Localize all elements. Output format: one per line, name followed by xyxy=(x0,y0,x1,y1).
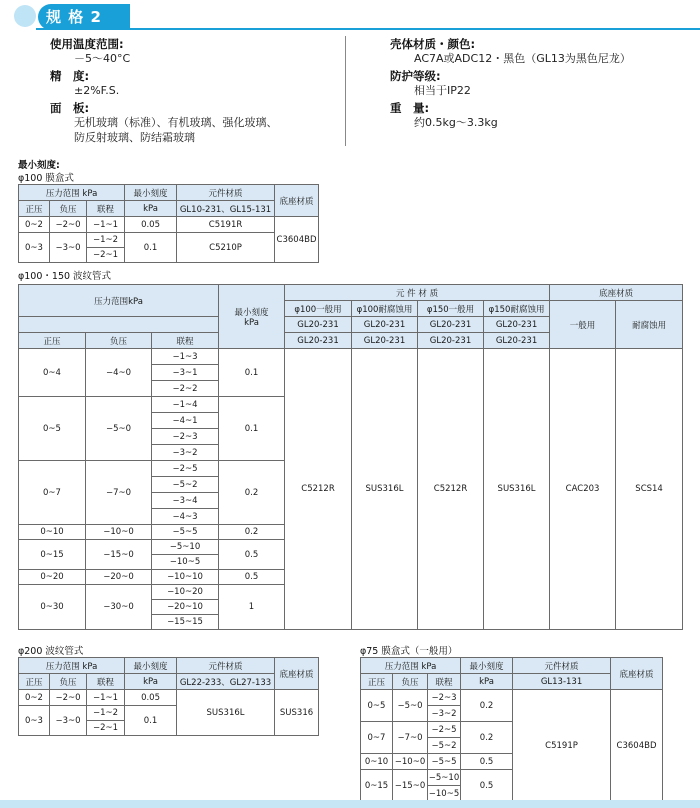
t2-r4-pos: 0~15 xyxy=(19,540,86,570)
section-title: 规 格 2 xyxy=(46,8,102,26)
t4-r2-neg: −10~0 xyxy=(393,754,428,770)
t2-elem1: C5212R xyxy=(285,349,352,630)
t3-h-neg: 负压 xyxy=(50,674,87,690)
t1-r1-elem: C5210P xyxy=(177,233,275,263)
t1-r1-pos: 0~3 xyxy=(19,233,50,263)
table-phi100-150-bellows xyxy=(18,284,683,630)
t2-r4-min: 0.5 xyxy=(219,540,285,570)
t2-r3-pos: 0~10 xyxy=(19,525,86,540)
t3-r1-comb0: −1~2 xyxy=(87,706,125,721)
t2-r6-comb1: −20~10 xyxy=(152,600,219,615)
t2-r2-min: 0.2 xyxy=(219,461,285,525)
t3-r1-min: 0.1 xyxy=(125,706,177,736)
t2-r2-comb3: −4~3 xyxy=(152,509,219,525)
t2-r1-comb2: −2~3 xyxy=(152,429,219,445)
t2-h-c3: φ150一般用 xyxy=(418,301,484,317)
t2-h-c4-a: GL20-231 xyxy=(484,317,550,333)
t2-r2-comb0: −2~5 xyxy=(152,461,219,477)
t1-h-elem-sub: GL10-231、GL15-131 xyxy=(177,201,275,217)
t3-r0-pos: 0~2 xyxy=(19,690,50,706)
t3-h-pos: 正压 xyxy=(19,674,50,690)
t4-h-neg: 负压 xyxy=(393,674,428,690)
t2-h-range-spacer xyxy=(19,317,219,333)
spec-weight-value: 约0.5kg～3.3kg xyxy=(414,116,498,129)
t2-r5-neg: −20~0 xyxy=(86,570,152,585)
header-circle-icon xyxy=(14,5,36,27)
t2-r2-pos: 0~7 xyxy=(19,461,86,525)
t1-r0-pos: 0~2 xyxy=(19,217,50,233)
t1-base: C3604BD xyxy=(275,217,319,263)
spec-panel-label: 面 板: xyxy=(50,101,90,115)
spec-panel-value-2: 防反射玻璃、防结霜玻璃 xyxy=(74,131,195,144)
t2-h-range: 压力范围kPa xyxy=(19,285,219,317)
spec-protection-label: 防护等级: xyxy=(390,69,441,83)
section-header xyxy=(0,0,700,32)
t4-r2-pos: 0~10 xyxy=(361,754,393,770)
t2-h-elem: 元 件 材 质 xyxy=(285,285,550,301)
t2-r1-comb3: −3~2 xyxy=(152,445,219,461)
t2-r3-min: 0.2 xyxy=(219,525,285,540)
t1-r1-neg: −3~0 xyxy=(50,233,87,263)
t3-h-min: 最小刻度 xyxy=(125,658,177,674)
t4-r2-min: 0.5 xyxy=(461,754,513,770)
t2-base-cor: SCS14 xyxy=(616,349,683,630)
t4-r3-comb1: −10~5 xyxy=(428,786,461,802)
t3-h-elem-sub: GL22-233、GL27-133 xyxy=(177,674,275,690)
spec-accuracy-label: 精 度: xyxy=(50,69,90,83)
t2-r4-comb1: −10~5 xyxy=(152,555,219,570)
t2-h-c2-b: GL20-231 xyxy=(352,333,418,349)
t2-h-c1-a: GL20-231 xyxy=(285,317,352,333)
t3-elem: SUS316L xyxy=(177,690,275,736)
t3-r1-comb1: −2~1 xyxy=(87,721,125,736)
t2-r1-comb1: −4~1 xyxy=(152,413,219,429)
spec-shell-label: 壳体材质・颜色: xyxy=(390,37,476,51)
t3-h-comb: 联程 xyxy=(87,674,125,690)
t4-r1-comb1: −5~2 xyxy=(428,738,461,754)
t2-r1-pos: 0~5 xyxy=(19,397,86,461)
t2-r5-pos: 0~20 xyxy=(19,570,86,585)
t1-r0-comb0: −1~1 xyxy=(87,217,125,233)
t1-r1-comb0: −1~2 xyxy=(87,233,125,248)
spec-accuracy-value: ±2%F.S. xyxy=(74,84,120,97)
t2-r3-comb0: −5~5 xyxy=(152,525,219,540)
t2-h-neg: 负压 xyxy=(86,333,152,349)
t1-h-elem: 元件材质 xyxy=(177,185,275,201)
t2-r4-comb0: −5~10 xyxy=(152,540,219,555)
t2-h-c2: φ100耐腐蚀用 xyxy=(352,301,418,317)
t2-h-c4: φ150耐腐蚀用 xyxy=(484,301,550,317)
t4-r1-min: 0.2 xyxy=(461,722,513,754)
t2-elem3: C5212R xyxy=(418,349,484,630)
t3-r0-min: 0.05 xyxy=(125,690,177,706)
t1-h-min-unit: kPa xyxy=(125,201,177,217)
t2-r4-neg: −15~0 xyxy=(86,540,152,570)
t2-elem4: SUS316L xyxy=(484,349,550,630)
t2-r2-comb2: −3~4 xyxy=(152,493,219,509)
table3-caption: φ200 波纹管式 xyxy=(18,646,84,657)
t2-r5-min: 0.5 xyxy=(219,570,285,585)
t2-h-c4-b: GL20-231 xyxy=(484,333,550,349)
t4-r0-min: 0.2 xyxy=(461,690,513,722)
t1-r1-comb1: −2~1 xyxy=(87,248,125,263)
t4-h-comb: 联程 xyxy=(428,674,461,690)
t2-h-pos: 正压 xyxy=(19,333,86,349)
table1-caption: φ100 膜盒式 xyxy=(18,173,74,184)
t2-r6-pos: 0~30 xyxy=(19,585,86,630)
t3-h-base: 底座材质 xyxy=(275,658,319,690)
t1-r0-elem: C5191R xyxy=(177,217,275,233)
t4-r0-comb0: −2~3 xyxy=(428,690,461,706)
t2-h-c1-b: GL20-231 xyxy=(285,333,352,349)
t2-r6-comb0: −10~20 xyxy=(152,585,219,600)
t2-r1-comb0: −1~4 xyxy=(152,397,219,413)
t4-r3-neg: −15~0 xyxy=(393,770,428,802)
t2-r6-neg: −30~0 xyxy=(86,585,152,630)
t1-h-min: 最小刻度 xyxy=(125,185,177,201)
header-underline xyxy=(36,28,700,30)
t1-h-base: 底座材质 xyxy=(275,185,319,217)
t2-h-c3-a: GL20-231 xyxy=(418,317,484,333)
spec-divider xyxy=(345,36,346,146)
t2-r0-min: 0.1 xyxy=(219,349,285,397)
t2-elem2: SUS316L xyxy=(352,349,418,630)
t1-r0-min: 0.05 xyxy=(125,217,177,233)
t3-base: SUS316 xyxy=(275,690,319,736)
t3-r1-neg: −3~0 xyxy=(50,706,87,736)
t4-base: C3604BD xyxy=(611,690,663,802)
t2-h-c1: φ100一般用 xyxy=(285,301,352,317)
spec-weight-label: 重 量: xyxy=(390,101,430,115)
t2-r2-neg: −7~0 xyxy=(86,461,152,525)
spec-protection-value: 相当于IP22 xyxy=(414,84,471,97)
t4-r1-neg: −7~0 xyxy=(393,722,428,754)
t4-r0-comb1: −3~2 xyxy=(428,706,461,722)
t4-elem: C5191P xyxy=(513,690,611,802)
t4-r2-comb0: −5~5 xyxy=(428,754,461,770)
spec-temp-value: －5～40°C xyxy=(74,52,131,65)
t4-r0-pos: 0~5 xyxy=(361,690,393,722)
t2-h-base-gen: 一般用 xyxy=(550,301,616,349)
t4-h-base: 底座材质 xyxy=(611,658,663,690)
t2-r5-comb0: −10~10 xyxy=(152,570,219,585)
t3-r1-pos: 0~3 xyxy=(19,706,50,736)
t3-h-min-unit: kPa xyxy=(125,674,177,690)
t1-h-comb: 联程 xyxy=(87,201,125,217)
footer-band xyxy=(0,800,700,808)
t4-h-min: 最小刻度 xyxy=(461,658,513,674)
spec-temp-label: 使用温度范围: xyxy=(50,37,124,51)
t3-h-range: 压力范围 kPa xyxy=(19,658,125,674)
t4-r1-pos: 0~7 xyxy=(361,722,393,754)
t2-r1-neg: −5~0 xyxy=(86,397,152,461)
table-phi75-diaphragm xyxy=(360,657,663,802)
t3-h-elem: 元件材质 xyxy=(177,658,275,674)
t2-r0-comb0: −1~3 xyxy=(152,349,219,365)
t3-r0-neg: −2~0 xyxy=(50,690,87,706)
t4-h-pos: 正压 xyxy=(361,674,393,690)
t2-r0-comb2: −2~2 xyxy=(152,381,219,397)
t4-h-range: 压力范围 kPa xyxy=(361,658,461,674)
t1-h-pos: 正压 xyxy=(19,201,50,217)
t2-h-comb: 联程 xyxy=(152,333,219,349)
t2-r6-comb2: −15~15 xyxy=(152,615,219,630)
t4-h-elem-sub: GL13-131 xyxy=(513,674,611,690)
t4-r1-comb0: −2~5 xyxy=(428,722,461,738)
table2-caption: φ100・150 波纹管式 xyxy=(18,271,112,282)
t2-r6-min: 1 xyxy=(219,585,285,630)
t2-r1-min: 0.1 xyxy=(219,397,285,461)
spec-shell-value: AC7A或ADC12・黑色（GL13为黑色尼龙） xyxy=(414,52,631,65)
t4-r3-min: 0.5 xyxy=(461,770,513,802)
table-phi100-diaphragm xyxy=(18,184,319,263)
t2-h-base: 底座材质 xyxy=(550,285,683,301)
t3-r0-comb0: −1~1 xyxy=(87,690,125,706)
table-phi200-bellows xyxy=(18,657,319,736)
t2-r2-comb1: −5~2 xyxy=(152,477,219,493)
t2-h-c3-b: GL20-231 xyxy=(418,333,484,349)
t4-r0-neg: −5~0 xyxy=(393,690,428,722)
t2-h-base-cor: 耐腐蚀用 xyxy=(616,301,683,349)
t2-r0-neg: −4~0 xyxy=(86,349,152,397)
min-scale-label: 最小刻度: xyxy=(18,160,60,171)
spec-panel-value-1: 无机玻璃（标准）、有机玻璃、强化玻璃、 xyxy=(74,116,278,129)
t4-h-min-unit: kPa xyxy=(461,674,513,690)
t2-r3-neg: −10~0 xyxy=(86,525,152,540)
t2-h-min xyxy=(219,285,285,349)
t4-h-elem: 元件材质 xyxy=(513,658,611,674)
t1-r1-min: 0.1 xyxy=(125,233,177,263)
t2-r0-comb1: −3~1 xyxy=(152,365,219,381)
t2-h-c2-a: GL20-231 xyxy=(352,317,418,333)
t2-h-min-1: 最小刻度 xyxy=(234,307,269,318)
t4-r3-comb0: −5~10 xyxy=(428,770,461,786)
t1-h-neg: 负压 xyxy=(50,201,87,217)
t1-h-range: 压力范围 kPa xyxy=(19,185,125,201)
t2-base-gen: CAC203 xyxy=(550,349,616,630)
table4-caption: φ75 膜盒式（一般用） xyxy=(360,646,458,657)
t1-r0-neg: −2~0 xyxy=(50,217,87,233)
t4-r3-pos: 0~15 xyxy=(361,770,393,802)
t2-r0-pos: 0~4 xyxy=(19,349,86,397)
t2-h-min-2: kPa xyxy=(244,317,259,328)
